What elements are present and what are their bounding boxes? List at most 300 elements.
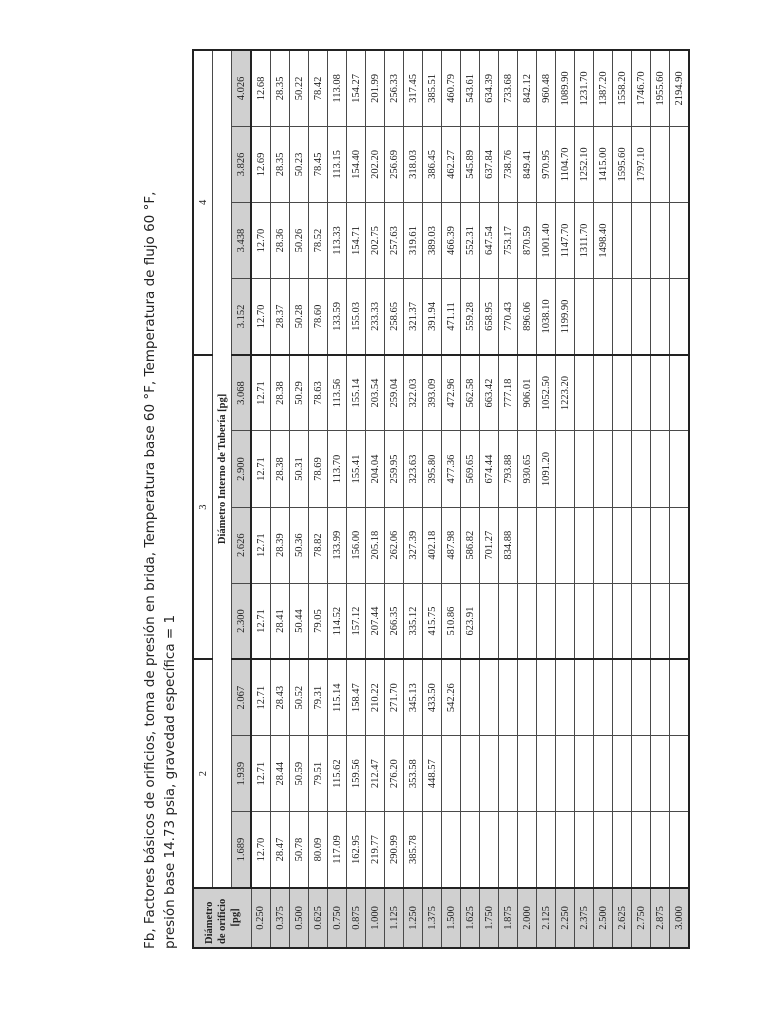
factor-cell (537, 736, 556, 812)
orifice-diameter-cell: 0.625 (309, 888, 328, 948)
factor-cell: 733.68 (499, 50, 518, 126)
table-row (537, 50, 556, 948)
factor-cell (480, 812, 499, 888)
factor-cell: 393.09 (423, 355, 442, 431)
factor-cell: 487.98 (442, 507, 461, 583)
pipe-diameter-cell: 3.068 (232, 355, 252, 431)
factor-cell (670, 736, 690, 812)
factor-cell: 658.95 (480, 279, 499, 355)
factor-cell: 472.96 (442, 355, 461, 431)
factor-cell: 402.18 (423, 507, 442, 583)
factor-cell: 113.15 (328, 126, 347, 202)
factor-cell: 562.58 (461, 355, 480, 431)
factor-cell (613, 279, 632, 355)
orifice-diameter-cell: 0.750 (328, 888, 347, 948)
factor-cell (575, 279, 594, 355)
factor-cell: 115.62 (328, 736, 347, 812)
factor-cell: 79.05 (309, 583, 328, 659)
factor-cell: 219.77 (366, 812, 385, 888)
orifice-diameter-cell: 1.875 (499, 888, 518, 948)
factor-cell: 510.86 (442, 583, 461, 659)
factor-cell (670, 659, 690, 735)
pipe-diameter-cell: 2.300 (232, 583, 252, 659)
factor-cell: 266.35 (385, 583, 404, 659)
factor-cell: 559.28 (461, 279, 480, 355)
factor-cell: 155.03 (347, 279, 366, 355)
factor-cell: 212.47 (366, 736, 385, 812)
factor-cell: 133.59 (328, 279, 347, 355)
factor-cell: 542.26 (442, 659, 461, 735)
factor-cell: 203.54 (366, 355, 385, 431)
factor-cell: 391.94 (423, 279, 442, 355)
factor-cell (613, 507, 632, 583)
factor-cell: 117.09 (328, 812, 347, 888)
factor-cell: 395.80 (423, 431, 442, 507)
group-header-3: 3 (193, 355, 213, 660)
table-row (251, 50, 271, 948)
factor-cell: 157.12 (347, 583, 366, 659)
factor-cell (670, 126, 690, 202)
factor-cell: 1595.60 (613, 126, 632, 202)
factor-cell (518, 583, 537, 659)
factor-cell: 50.52 (290, 659, 309, 735)
factor-cell: 466.39 (442, 202, 461, 278)
factor-cell (651, 431, 670, 507)
pipe-diameter-cell: 2.900 (232, 431, 252, 507)
factor-cell: 154.27 (347, 50, 366, 126)
factor-cell: 207.44 (366, 583, 385, 659)
factor-cell: 674.44 (480, 431, 499, 507)
table-row (461, 50, 480, 948)
factor-cell: 345.13 (404, 659, 423, 735)
factor-cell (480, 583, 499, 659)
factor-cell: 960.48 (537, 50, 556, 126)
orifice-diameter-cell: 0.875 (347, 888, 366, 948)
factor-cell: 319.61 (404, 202, 423, 278)
factor-cell: 1089.90 (556, 50, 575, 126)
factor-cell: 233.33 (366, 279, 385, 355)
factor-cell (518, 507, 537, 583)
factor-cell: 155.14 (347, 355, 366, 431)
factor-cell: 12.71 (251, 659, 271, 735)
factor-cell: 205.18 (366, 507, 385, 583)
factor-cell (442, 812, 461, 888)
factor-cell: 50.23 (290, 126, 309, 202)
factor-cell: 12.71 (251, 507, 271, 583)
factor-cell: 1199.90 (556, 279, 575, 355)
factor-cell (613, 202, 632, 278)
pipe-diameter-cell: 1.939 (232, 736, 252, 812)
table-row (347, 50, 366, 948)
factor-cell: 78.63 (309, 355, 328, 431)
orifice-diameter-cell: 3.000 (670, 888, 690, 948)
orifice-diameter-cell: 1.500 (442, 888, 461, 948)
factor-cell: 322.03 (404, 355, 423, 431)
factor-cell (613, 812, 632, 888)
table-row (328, 50, 347, 948)
factor-cell: 154.71 (347, 202, 366, 278)
factor-cell: 50.31 (290, 431, 309, 507)
corner-line-3: [pg] (229, 908, 241, 927)
factor-cell: 321.37 (404, 279, 423, 355)
factor-cell: 202.75 (366, 202, 385, 278)
orifice-diameter-cell: 1.250 (404, 888, 423, 948)
factor-cell (537, 812, 556, 888)
factor-cell: 545.89 (461, 126, 480, 202)
table-row (423, 50, 442, 948)
table-row (632, 50, 651, 948)
factor-cell (613, 583, 632, 659)
table-row (651, 50, 670, 948)
factor-cell: 647.54 (480, 202, 499, 278)
factor-cell: 12.71 (251, 355, 271, 431)
factor-cell: 154.40 (347, 126, 366, 202)
factor-cell: 159.56 (347, 736, 366, 812)
factor-cell: 623.91 (461, 583, 480, 659)
factor-cell (518, 736, 537, 812)
table-caption: Fb, Factores básicos de orificios, toma de presión en brida, Temperatura base 60 °F, Temperatura de flujo 60 °F, presión base 14.73 psia, gravedad específica = 1 (142, 191, 178, 949)
factor-cell: 460.79 (442, 50, 461, 126)
factor-cell: 28.35 (271, 126, 290, 202)
factor-cell (537, 659, 556, 735)
factor-cell (480, 659, 499, 735)
factor-cell: 50.44 (290, 583, 309, 659)
factor-cell (461, 736, 480, 812)
factor-cell (499, 659, 518, 735)
factor-cell (651, 355, 670, 431)
factor-cell (632, 202, 651, 278)
factor-cell: 28.47 (271, 812, 290, 888)
factor-cell: 834.88 (499, 507, 518, 583)
factor-cell (442, 736, 461, 812)
pipe-diameter-cell: 4.026 (232, 50, 252, 126)
factor-cell: 477.36 (442, 431, 461, 507)
table-row (518, 50, 537, 948)
factor-cell: 896.06 (518, 279, 537, 355)
factor-cell: 256.69 (385, 126, 404, 202)
orifice-diameter-cell: 2.125 (537, 888, 556, 948)
factor-cell (670, 355, 690, 431)
orifice-diameter-cell: 0.375 (271, 888, 290, 948)
factor-cell: 155.41 (347, 431, 366, 507)
factor-cell (499, 812, 518, 888)
factor-cell (651, 812, 670, 888)
factor-cell: 50.26 (290, 202, 309, 278)
factor-cell (556, 583, 575, 659)
group-header-4: 4 (193, 50, 213, 355)
factor-cell (575, 736, 594, 812)
factor-cell (594, 659, 613, 735)
factor-cell: 156.00 (347, 507, 366, 583)
factor-cell: 1746.70 (632, 50, 651, 126)
factor-cell: 1955.60 (651, 50, 670, 126)
factor-cell: 28.38 (271, 355, 290, 431)
factor-cell (575, 659, 594, 735)
factor-cell (651, 659, 670, 735)
factor-cell: 50.78 (290, 812, 309, 888)
table-row (613, 50, 632, 948)
orifice-diameter-header (193, 888, 251, 948)
factor-cell: 777.18 (499, 355, 518, 431)
factor-cell: 204.04 (366, 431, 385, 507)
orifice-diameter-cell: 2.625 (613, 888, 632, 948)
factor-cell: 1052.50 (537, 355, 556, 431)
factor-cell: 701.27 (480, 507, 499, 583)
factor-cell: 12.70 (251, 812, 271, 888)
factor-cell: 12.70 (251, 279, 271, 355)
factor-cell: 970.95 (537, 126, 556, 202)
orifice-diameter-cell: 1.125 (385, 888, 404, 948)
orifice-diameter-cell: 0.250 (251, 888, 271, 948)
factor-cell: 1001.40 (537, 202, 556, 278)
factor-cell: 637.84 (480, 126, 499, 202)
factor-cell: 113.33 (328, 202, 347, 278)
factor-cell: 471.11 (442, 279, 461, 355)
factor-cell: 1498.40 (594, 202, 613, 278)
factor-cell: 1231.70 (575, 50, 594, 126)
corner-line-1: Diámetro (203, 901, 215, 944)
factor-cell (594, 507, 613, 583)
factor-cell (632, 583, 651, 659)
factor-cell: 12.70 (251, 202, 271, 278)
factor-cell (480, 736, 499, 812)
factor-cell (632, 431, 651, 507)
factor-cell: 389.03 (423, 202, 442, 278)
factor-cell (670, 431, 690, 507)
factor-cell: 930.65 (518, 431, 537, 507)
orifice-diameter-cell: 2.750 (632, 888, 651, 948)
factor-cell (575, 812, 594, 888)
pipe-diameter-cell: 2.626 (232, 507, 252, 583)
pipe-diameter-row (232, 50, 252, 948)
factor-cell: 569.65 (461, 431, 480, 507)
factor-cell: 158.47 (347, 659, 366, 735)
factor-cell: 842.12 (518, 50, 537, 126)
factor-cell: 385.51 (423, 50, 442, 126)
factor-cell: 113.56 (328, 355, 347, 431)
factor-cell: 290.99 (385, 812, 404, 888)
factor-cell (632, 736, 651, 812)
factor-cell: 552.31 (461, 202, 480, 278)
factor-cell (632, 279, 651, 355)
factor-cell: 50.28 (290, 279, 309, 355)
table-row (556, 50, 575, 948)
factor-cell (651, 507, 670, 583)
factor-cell: 28.43 (271, 659, 290, 735)
factor-cell (575, 583, 594, 659)
factor-cell (651, 583, 670, 659)
orifice-diameter-cell: 2.375 (575, 888, 594, 948)
factor-cell: 663.42 (480, 355, 499, 431)
factor-cell: 433.50 (423, 659, 442, 735)
factor-cell (499, 583, 518, 659)
factor-cell: 210.22 (366, 659, 385, 735)
factor-cell: 271.70 (385, 659, 404, 735)
factor-cell (594, 583, 613, 659)
factor-cell (556, 736, 575, 812)
orifice-diameter-cell: 1.750 (480, 888, 499, 948)
factor-cell: 28.41 (271, 583, 290, 659)
factor-cell: 793.88 (499, 431, 518, 507)
factor-cell (556, 431, 575, 507)
factor-cell: 1387.20 (594, 50, 613, 126)
factor-cell: 448.57 (423, 736, 442, 812)
orifice-factor-table (192, 49, 690, 949)
factor-cell: 12.69 (251, 126, 271, 202)
orifice-diameter-cell: 2.875 (651, 888, 670, 948)
table-row (385, 50, 404, 948)
pipe-diameter-cell: 3.438 (232, 202, 252, 278)
factor-cell (632, 355, 651, 431)
factor-cell: 28.44 (271, 736, 290, 812)
factor-cell: 262.06 (385, 507, 404, 583)
factor-cell: 386.45 (423, 126, 442, 202)
pipe-diameter-cell: 2.067 (232, 659, 252, 735)
factor-cell (423, 812, 442, 888)
factor-cell: 78.42 (309, 50, 328, 126)
factor-cell (613, 355, 632, 431)
table-row (499, 50, 518, 948)
factor-cell: 28.36 (271, 202, 290, 278)
factor-cell (670, 507, 690, 583)
factor-cell: 12.68 (251, 50, 271, 126)
factor-cell: 1415.00 (594, 126, 613, 202)
group-header-2: 2 (193, 659, 213, 887)
factor-cell: 1091.20 (537, 431, 556, 507)
factor-cell: 415.75 (423, 583, 442, 659)
factor-cell: 50.59 (290, 736, 309, 812)
factor-cell: 80.09 (309, 812, 328, 888)
factor-cell: 257.63 (385, 202, 404, 278)
factor-cell: 162.95 (347, 812, 366, 888)
factor-cell: 335.12 (404, 583, 423, 659)
factor-cell (537, 507, 556, 583)
pipe-diameter-cell: 1.689 (232, 812, 252, 888)
factor-cell (594, 279, 613, 355)
orifice-diameter-cell: 1.000 (366, 888, 385, 948)
factor-cell (461, 812, 480, 888)
factor-cell: 114.52 (328, 583, 347, 659)
factor-cell (670, 812, 690, 888)
factor-cell: 317.45 (404, 50, 423, 126)
factor-cell (518, 812, 537, 888)
table-row (670, 50, 690, 948)
factor-cell: 28.38 (271, 431, 290, 507)
factor-cell (651, 126, 670, 202)
pipe-diameter-cell: 3.152 (232, 279, 252, 355)
factor-cell (613, 431, 632, 507)
factor-cell: 1311.70 (575, 202, 594, 278)
factor-cell (632, 507, 651, 583)
orifice-diameter-cell: 2.500 (594, 888, 613, 948)
factor-cell: 50.22 (290, 50, 309, 126)
factor-cell (594, 431, 613, 507)
factor-cell: 738.76 (499, 126, 518, 202)
factor-cell: 1038.10 (537, 279, 556, 355)
table-row (290, 50, 309, 948)
factor-cell: 115.14 (328, 659, 347, 735)
factor-cell: 78.52 (309, 202, 328, 278)
factor-cell: 327.39 (404, 507, 423, 583)
factor-cell (594, 736, 613, 812)
factor-cell: 385.78 (404, 812, 423, 888)
factor-cell (613, 736, 632, 812)
orifice-diameter-cell: 1.375 (423, 888, 442, 948)
factor-cell: 78.45 (309, 126, 328, 202)
factor-cell (670, 202, 690, 278)
factor-cell: 12.71 (251, 583, 271, 659)
factor-cell (499, 736, 518, 812)
pipe-diameter-subheader: Diámetro Interno de Tubería [pg] (213, 50, 232, 888)
factor-cell: 133.99 (328, 507, 347, 583)
factor-cell: 1797.10 (632, 126, 651, 202)
factor-cell: 2194.90 (670, 50, 690, 126)
orifice-diameter-cell: 2.250 (556, 888, 575, 948)
corner-line-2: de orificio (216, 898, 228, 944)
table-body (251, 50, 689, 948)
factor-cell: 50.29 (290, 355, 309, 431)
factor-cell: 78.60 (309, 279, 328, 355)
factor-cell (670, 583, 690, 659)
factor-cell: 770.43 (499, 279, 518, 355)
factor-cell (670, 279, 690, 355)
factor-cell: 462.27 (442, 126, 461, 202)
factor-cell: 78.69 (309, 431, 328, 507)
factor-cell: 276.20 (385, 736, 404, 812)
factor-cell: 586.82 (461, 507, 480, 583)
factor-cell: 323.63 (404, 431, 423, 507)
pipe-diameter-cell: 3.826 (232, 126, 252, 202)
factor-cell (575, 507, 594, 583)
factor-cell: 28.37 (271, 279, 290, 355)
factor-cell: 202.20 (366, 126, 385, 202)
orifice-diameter-cell: 0.500 (290, 888, 309, 948)
factor-cell: 634.39 (480, 50, 499, 126)
factor-cell: 753.17 (499, 202, 518, 278)
factor-cell: 201.99 (366, 50, 385, 126)
orifice-diameter-cell: 2.000 (518, 888, 537, 948)
factor-cell: 870.59 (518, 202, 537, 278)
factor-cell: 906.01 (518, 355, 537, 431)
table-row (594, 50, 613, 948)
factor-cell (575, 355, 594, 431)
factor-cell (556, 507, 575, 583)
factor-cell: 79.51 (309, 736, 328, 812)
factor-cell: 50.36 (290, 507, 309, 583)
factor-cell: 318.03 (404, 126, 423, 202)
table-row (575, 50, 594, 948)
factor-cell (632, 812, 651, 888)
factor-cell: 849.41 (518, 126, 537, 202)
factor-cell: 1147.70 (556, 202, 575, 278)
factor-cell: 79.31 (309, 659, 328, 735)
table-row (271, 50, 290, 948)
factor-cell (461, 659, 480, 735)
factor-cell (556, 812, 575, 888)
orifice-diameter-cell: 1.625 (461, 888, 480, 948)
factor-cell: 353.58 (404, 736, 423, 812)
table-row (404, 50, 423, 948)
table-row (366, 50, 385, 948)
factor-cell: 113.70 (328, 431, 347, 507)
factor-cell: 78.82 (309, 507, 328, 583)
factor-cell: 543.61 (461, 50, 480, 126)
factor-cell (518, 659, 537, 735)
factor-cell: 1104.70 (556, 126, 575, 202)
factor-cell: 259.95 (385, 431, 404, 507)
factor-cell (556, 659, 575, 735)
factor-cell: 28.35 (271, 50, 290, 126)
